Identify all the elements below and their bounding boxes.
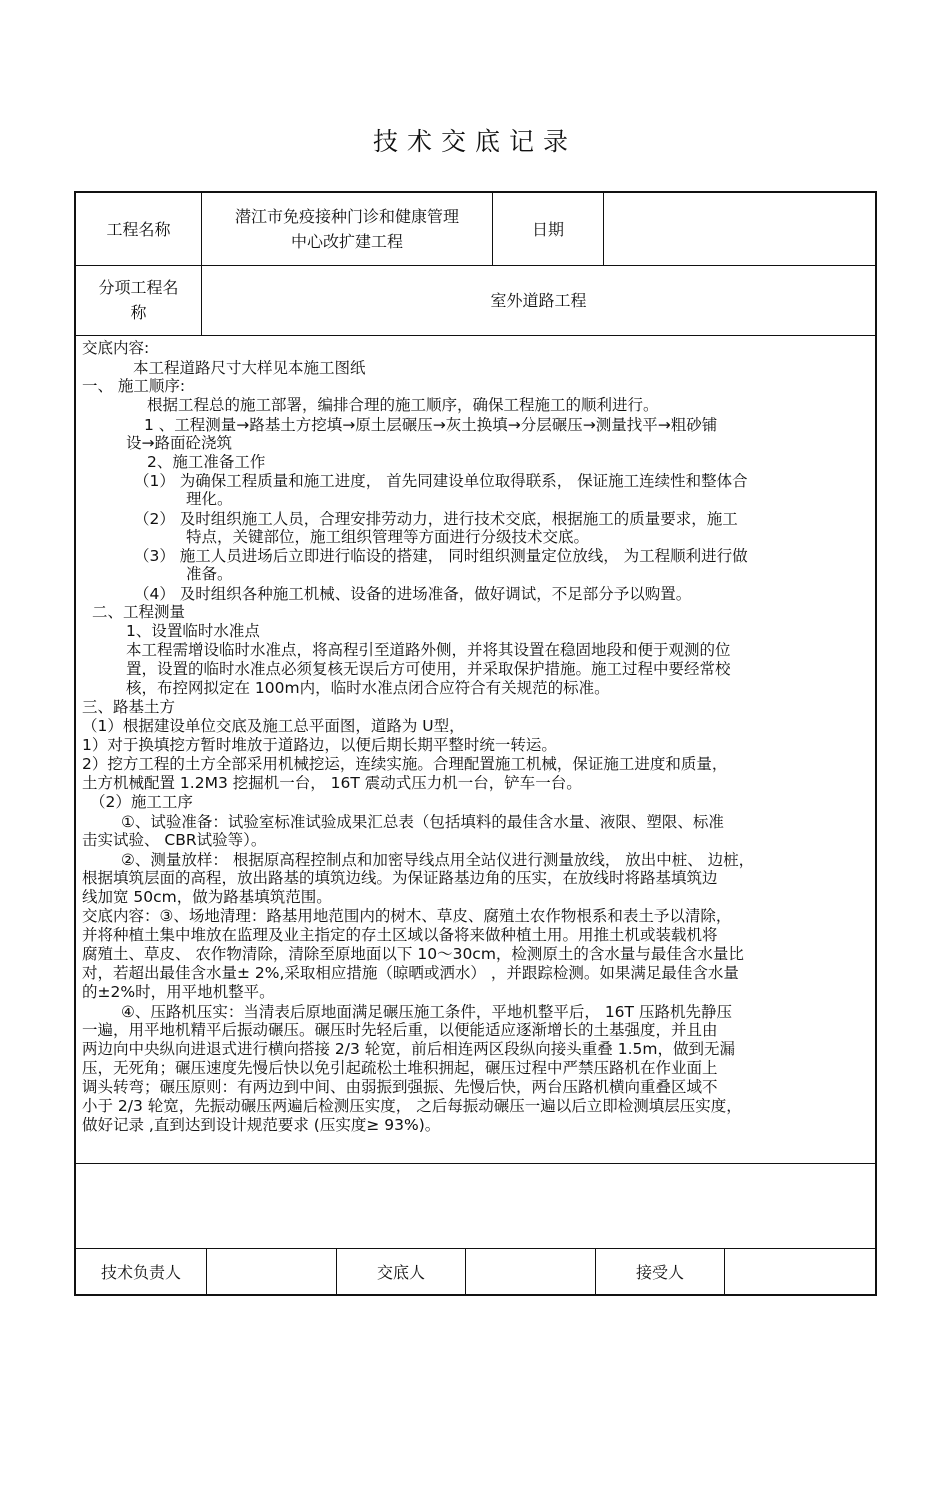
content-line: 做好记录 ,直到达到设计规范要求 (压实度≥ 93%)。 <box>82 1116 441 1134</box>
content-line: 本工程需增设临时水准点，将高程引至道路外侧，并将其设置在稳固地段和便于观测的位 <box>126 641 731 659</box>
date-value[interactable] <box>603 193 875 265</box>
content-line: （4） 及时组织各种施工机械、设备的进场准备，做好调试，不足部分予以购置。 <box>134 585 692 603</box>
content-line: （2）施工工序 <box>90 793 193 811</box>
content-line: 对，若超出最佳含水量± 2%,采取相应措施（晾晒或洒水） ，并跟踪检测。如果满足最佳含水量 <box>82 964 739 982</box>
disclosure-form <box>74 191 877 1296</box>
content-line: 1）对于换填挖方暂时堆放于道路边，以便后期长期平整时统一转运。 <box>82 736 557 754</box>
content-line: 三、路基土方 <box>82 698 176 716</box>
receiver-label: 接受人 <box>595 1249 724 1295</box>
content-line: 理化。 <box>186 490 233 508</box>
content-line: 土方机械配置 1.2M3 挖掘机一台， 16T 震动式压力机一台，铲车一台。 <box>82 774 582 792</box>
content-line: 两边向中央纵向进退式进行横向搭接 2/3 轮宽，前后相连两区段纵向接头重叠 1.5m，做到无漏 <box>82 1040 735 1058</box>
content-line: 特点，关键部位，施工组织管理等方面进行分级技术交底。 <box>186 528 590 546</box>
sub-project-label-line2: 称 <box>130 303 147 322</box>
content-line: 调头转弯；碾压原则：有两边到中间、由弱振到强振、先慢后快，两台压路机横向重叠区域不 <box>82 1078 718 1096</box>
sub-project-value: 室外道路工程 <box>201 265 875 335</box>
content-line: 腐殖土、草皮、 农作物清除，清除至原地面以下 10～30cm，检测原土的含水量与最佳含水量比 <box>82 945 744 963</box>
date-label: 日期 <box>492 193 603 265</box>
sub-project-label <box>76 265 201 335</box>
issuer-label: 交底人 <box>336 1249 465 1295</box>
content-line: ④、压路机压实：当清表后原地面满足碾压施工条件，平地机整平后， 16T 压路机先静压 <box>121 1003 732 1021</box>
content-line: 一遍，用平地机精平后振动碾压。碾压时先轻后重，以便能适应逐渐增长的土基强度，并且由 <box>82 1021 718 1039</box>
signature-row <box>76 1248 875 1295</box>
sub-project-label-line1: 分项工程名 <box>98 278 179 297</box>
project-row <box>76 193 875 266</box>
project-name-line2: 中心改扩建工程 <box>290 232 403 251</box>
content-line: 根据工程总的施工部署，编排合理的施工顺序，确保工程施工的顺利进行。 <box>147 396 659 414</box>
project-name-value <box>201 193 492 265</box>
content-line: （3） 施工人员进场后立即进行临设的搭建， 同时组织测量定位放线， 为工程顺利进行做 <box>134 547 748 565</box>
content-line: 小于 2/3 轮宽，先振动碾压两遍后检测压实度， 之后每振动碾压一遍以后立即检测填层压实度， <box>82 1097 742 1115</box>
content-line: 设→路面砼浇筑 <box>126 434 232 452</box>
content-line: 并将种植土集中堆放在监理及业主指定的存土区域以备将来做种植土用。用推土机或装载机将 <box>82 926 718 944</box>
content-line: 2、施工准备工作 <box>147 453 266 471</box>
document-title: 技术交底记录 <box>372 127 577 156</box>
content-line: 置，设置的临时水准点必须复核无误后方可使用，并采取保护措施。施工过程中要经常校 <box>126 660 731 678</box>
content-line: （2） 及时组织施工人员，合理安排劳动力，进行技术交底，根据施工的质量要求，施工 <box>134 510 738 528</box>
content-line: 交底内容: <box>82 339 150 357</box>
content-line: 二、工程测量 <box>92 603 186 621</box>
content-line: 核，布控网拟定在 100m内，临时水准点闭合应符合有关规范的标准。 <box>126 679 610 697</box>
content-line: 一、 施工顺序: <box>82 377 186 395</box>
content-line: 交底内容：③、场地清理：路基用地范围内的树木、草皮、腐殖土农作物根系和表土予以清除， <box>82 907 732 925</box>
sub-project-row <box>76 265 875 336</box>
content-line: 击实试验、 CBR试验等）。 <box>82 831 267 849</box>
disclosure-content <box>76 335 875 1164</box>
content-line: 本工程道路尺寸大样见本施工图纸 <box>133 359 366 377</box>
content-line: ①、试验准备：试验室标准试验成果汇总表（包括填料的最佳含水量、液限、塑限、标准 <box>121 813 724 831</box>
content-line: ②、测量放样： 根据原高程控制点和加密导线点用全站仪进行测量放线， 放出中桩、 边桩， <box>121 851 755 869</box>
content-line: 准备。 <box>186 565 233 583</box>
content-line: 2）挖方工程的土方全部采用机械挖运，连续实施。合理配置施工机械，保证施工进度和质量， <box>82 755 728 773</box>
receiver-value[interactable] <box>724 1249 875 1295</box>
content-line: （1）根据建设单位交底及施工总平面图，道路为 U型， <box>82 717 465 735</box>
content-line: 1、设置临时水准点 <box>126 622 260 640</box>
issuer-value[interactable] <box>465 1249 595 1295</box>
content-line: （1） 为确保工程质量和施工进度， 首先同建设单位取得联系， 保证施工连续性和整体合 <box>134 472 748 490</box>
content-line: 的±2%时，用平地机整平。 <box>82 983 275 1001</box>
content-line: 1 、工程测量→路基土方挖填→原土层碾压→灰土换填→分层碾压→测量找平→粗砂铺 <box>144 416 718 434</box>
content-line: 压，无死角；碾压速度先慢后快以免引起疏松土堆积拥起，碾压过程中严禁压路机在作业面上 <box>82 1059 718 1077</box>
tech-lead-label: 技术负责人 <box>100 1262 181 1282</box>
content-line: 根据填筑层面的高程，放出路基的填筑边线。为保证路基边角的压实，在放线时将路基填筑边 <box>82 869 718 887</box>
project-name-line1: 潜江市免疫接种门诊和健康管理 <box>234 207 459 226</box>
content-line: 线加宽 50cm，做为路基填筑范围。 <box>82 888 332 906</box>
project-name-label: 工程名称 <box>106 219 171 239</box>
tech-lead-value[interactable] <box>206 1249 336 1295</box>
